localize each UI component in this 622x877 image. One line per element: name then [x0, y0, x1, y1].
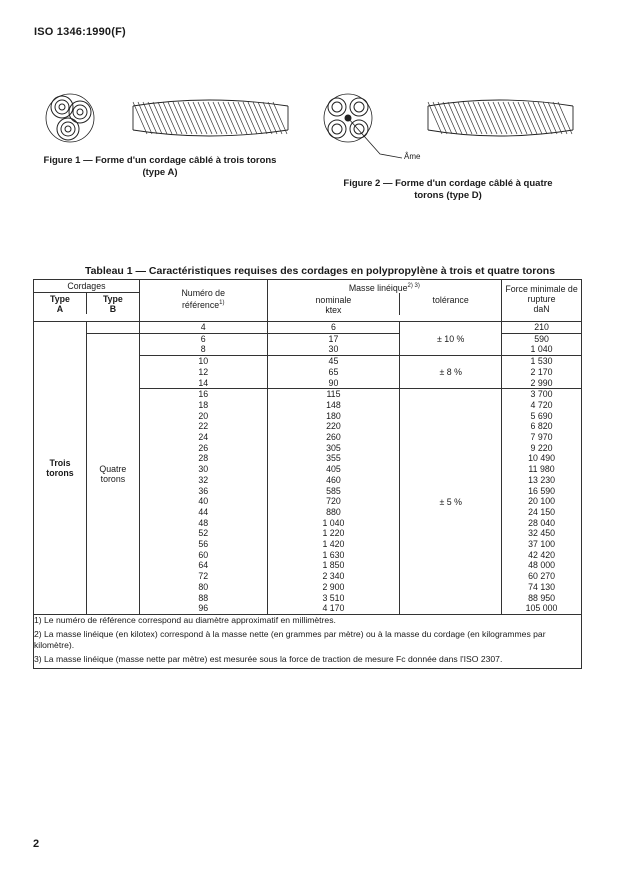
force-value: 24 150: [528, 506, 555, 517]
force-value: 13 230: [528, 474, 555, 485]
reference-cell: [139, 389, 267, 615]
note-3: 3) La masse linéique (masse nette par mètre) est mesurée sous la force de traction de mesure Fc donnée dans l'ISO 2307.: [34, 653, 503, 664]
force-value: 74 130: [528, 581, 555, 592]
force-value: 7 970: [530, 432, 553, 443]
cordages-header: Cordages Type A Type B: [34, 280, 140, 322]
refs-value: 36: [198, 485, 209, 496]
nominal-header: nominale ktex: [268, 293, 401, 315]
nominal-value: 148: [326, 399, 341, 410]
refs-value: 52: [198, 528, 209, 539]
tolerance-cell: ± 5 %: [400, 389, 502, 615]
type-b-label: Quatre torons: [86, 333, 139, 614]
nominal-value: 180: [326, 410, 341, 421]
nominal-value: 585: [326, 485, 341, 496]
figure-1-three-strand-rope: [38, 88, 308, 148]
nominal-value: 4 170: [322, 603, 345, 614]
nominal-cell: 17 30: [267, 333, 400, 355]
table-header-row: [34, 280, 582, 322]
nominal-value: 220: [326, 421, 341, 432]
refs-value: 32: [198, 474, 209, 485]
table-title: Tableau 1 — Caractéristiques requises des cordages en polypropylène à trois et quatre torons: [84, 265, 556, 277]
tolerance-cell: ± 8 %: [400, 356, 502, 389]
nominal-value: 260: [326, 432, 341, 443]
force-value: 20 100: [528, 496, 555, 507]
refs-value: 40: [198, 496, 209, 507]
nominal-cell: [267, 389, 400, 615]
refs-value: 72: [198, 571, 209, 582]
refs-value: 16: [198, 389, 209, 400]
force-value: 9 220: [530, 442, 553, 453]
note-2: 2) La masse linéique (en kilotex) correspond à la masse nette (en grammes par mètre) ou à la masse du cordage (en kilogrammes par kilomètre).: [34, 628, 546, 650]
refs-value: 24: [198, 432, 209, 443]
linear-mass-header: Masse linéique$^{2) 3)}$ nominale ktex tolérance: [267, 280, 502, 322]
document-header: ISO 1346:1990(F): [34, 26, 126, 38]
refs-value: 28: [198, 453, 209, 464]
refs-value: 22: [198, 421, 209, 432]
refs-value: 26: [198, 442, 209, 453]
reference-cell: 10 12 14: [139, 356, 267, 389]
force-value: 28 040: [528, 517, 555, 528]
nominal-value: 460: [326, 474, 341, 485]
force-value: 10 490: [528, 453, 555, 464]
nominal-value: 1 220: [322, 528, 345, 539]
refs-value: 48: [198, 517, 209, 528]
refs-value: 30: [198, 464, 209, 475]
nominal-value: 355: [326, 453, 341, 464]
nominal-value: 115: [326, 389, 341, 400]
force-cell: [502, 389, 582, 615]
type-a-label: Trois torons: [34, 322, 87, 615]
force-value: 42 420: [528, 549, 555, 560]
force-value: 88 950: [528, 592, 555, 603]
requirements-table: [33, 279, 582, 669]
nominal-value: 880: [326, 506, 341, 517]
nominal-value: 1 040: [322, 517, 345, 528]
refs-value: 60: [198, 549, 209, 560]
breaking-force-header: Force minimale de rupture daN: [502, 280, 582, 322]
figure-2-core-label: Âme: [404, 152, 421, 161]
nominal-value: 3 510: [322, 592, 345, 603]
nominal-value: 1 850: [322, 560, 345, 571]
refs-value: 88: [198, 592, 209, 603]
refs-value: 18: [198, 399, 209, 410]
nominal-cell: 6: [267, 322, 400, 334]
figure-1-caption: Figure 1 — Forme d'un cordage câblé à trois torons (type A): [43, 155, 277, 178]
force-value: 48 000: [528, 560, 555, 571]
force-value: 16 590: [528, 485, 555, 496]
force-value: 32 450: [528, 528, 555, 539]
nominal-value: 2 340: [322, 571, 345, 582]
table-row: [34, 322, 582, 334]
refs-value: 56: [198, 539, 209, 550]
nominal-value: 1 420: [322, 539, 345, 550]
page-number: 2: [33, 838, 40, 850]
table-notes: [34, 614, 582, 668]
refs-value: 80: [198, 581, 209, 592]
figure-2-caption: Figure 2 — Forme d'un cordage câblé à quatre torons (type D): [343, 178, 553, 201]
force-cell: 590 1 040: [502, 333, 582, 355]
force-value: 37 100: [528, 539, 555, 550]
figure-2-four-strand-rope: [318, 88, 588, 168]
reference-cell: 6 8: [139, 333, 267, 355]
reference-number-header: Numéro de référence$^{1)}$: [139, 280, 267, 322]
force-value: 105 000: [525, 603, 558, 614]
nominal-value: 2 900: [322, 581, 345, 592]
nominal-value: 405: [326, 464, 341, 475]
force-value: 5 690: [530, 410, 553, 421]
nominal-cell: 45 65 90: [267, 356, 400, 389]
force-value: 4 720: [530, 399, 553, 410]
reference-cell: 4: [139, 322, 267, 334]
force-cell: 1 530 2 170 2 990: [502, 356, 582, 389]
refs-value: 96: [198, 603, 209, 614]
refs-value: 44: [198, 506, 209, 517]
nominal-value: 1 630: [322, 549, 345, 560]
note-1: 1) Le numéro de référence correspond au diamètre approximatif en millimètres.: [34, 614, 336, 625]
force-value: 6 820: [530, 421, 553, 432]
force-value: 11 980: [528, 464, 555, 475]
type-b-header: Type B: [102, 294, 123, 314]
force-cell: 210: [502, 322, 582, 334]
refs-value: 20: [198, 410, 209, 421]
refs-value: 64: [198, 560, 209, 571]
force-value: 60 270: [528, 571, 555, 582]
type-a-header: Type A: [34, 293, 87, 314]
rope-cross-section-icon: [46, 94, 94, 142]
tolerance-header: tolérance: [432, 294, 469, 305]
tolerance-cell: ± 10 %: [400, 322, 502, 356]
nominal-value: 305: [326, 442, 341, 453]
nominal-value: 720: [326, 496, 341, 507]
force-value: 3 700: [530, 389, 553, 400]
